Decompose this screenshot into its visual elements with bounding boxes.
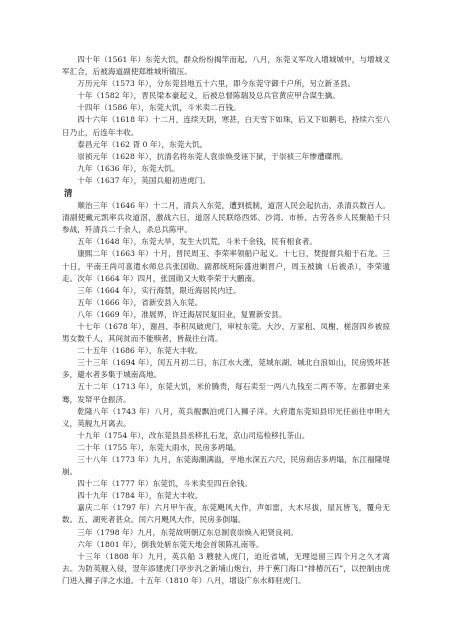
chronicle-entry: 十年（1582 年），晋民梁本豪起义，后被总督陈瑞及总兵官黄应甲合谋生擒。 (77, 91, 340, 101)
chronicle-entry: 五年（1666 年），省新安县入东莞。 (77, 297, 203, 307)
chronicle-entry: 十九年（1754 年），改东莞县县丞移扎石龙，京山司巡检移扎茶山。 (77, 430, 310, 440)
chronicle-entry: 十四年（1586 年），东莞大饥，斗米卖二百钱。 (77, 103, 241, 113)
chronicle-entry: 四十六年（1618 年）十二月，连续天阴，寒甚，白天雪下如珠，后又下如鹅毛，持续六至八日乃止，后连年丰收。 (62, 115, 390, 137)
chronicle-entry: 万历元年（1573 年），分东莞县地五十六里，即今东莞守御千户所，另立新圣县。 (77, 79, 356, 89)
chronicle-entry: 二十五年（1686 年），东莞大丰收。 (77, 346, 203, 356)
chronicle-entry: 三年（1798 年）九月，东莞故明朝辽东总制袁崇焕入祀贤良祠。 (77, 527, 298, 537)
chronicle-entry: 顺治三年（1646 年）十二月，清兵入东莞，遭到抵制，道滘人民会起抗击，杀清兵数百人。清副使戴元凯率兵攻道滘，激战六日，道滘人民联络西郊、沙湾、市桥、古劳各乡人民聚船千只参战，歼清兵二千余人，杀总兵陈甲。 (62, 201, 390, 235)
chronicle-entry: 四十九年（1784 年），东莞大丰收。 (77, 491, 203, 501)
chronicle-entry: 崇祯元年（1628 年），抗清名将东莞人袁崇焕受诬下狱，于崇祯三年惨遭磔刑。 (77, 151, 348, 161)
chronicle-entry: 四十二年（1777 年）东莞饥，斗米卖至四百余钱。 (77, 479, 253, 489)
chronicle-entry: 九年（1636 年），东莞大饥。 (77, 163, 180, 173)
chronicle-entry: 五年（1648 年），东莞大旱，发生大饥荒，斗米千余钱，民有相食者。 (77, 237, 318, 247)
chronicle-entry: 泰昌元年（162 胥 0 年），东莞大饥。 (77, 139, 208, 149)
ming-section (62, 54, 390, 187)
chronicle-entry: 八年（1669 年），准展界，许迁海居民复旧业，复置新安县。 (77, 309, 287, 319)
chronicle-entry: 十三年（1808 年）九月，英兵船 3 艘驶入虎门，迫近省城，无理逗留三四个月之久才离去。为防英舰入侵，翌年添建虎门亭步汎之新埔山炮台，并于蕉门海口“排椿沉石”，以控制由虎门进入狮子洋之水道。十五年（1810 年）八月，增设广东水师驻虎门。 (62, 551, 390, 585)
section-heading-qing: 清 (64, 188, 73, 199)
chronicle-entry: 嘉庆二年（1797 年）六月甲午夜，东莞飓风大作，声如雷，大木尽拔，屋瓦皆飞，覆舟无数。五、湖死者甚众。闰六月飓风大作，民房多倒塌。 (62, 503, 390, 525)
chronicle-entry: 十七年（1678 年），谢昌、李积凤破虎门，审杖东莞。大沙、万家租、凤榭、槎滘四乡被掠男女数千人，其间贫而不能赎者，皆裁往台湾。 (62, 321, 390, 344)
chronicle-entry: 三十三年（1694 年），闰五月初二日，东江水大涨，莞城东湖、城北白浪如山，民房毁坏甚多，避水者多集于城南高地。 (62, 358, 390, 380)
chronicle-entry: 三年（1664 年），实行海禁，限近海居民内迁。 (77, 285, 241, 295)
chronicle-entry: 四十年（1561 年）东莞大饥，群众纷纷揭竿而起。八月，东莞义军攻入增城城中，与增城义军汇合，后被海道副使郑维城所镇压。 (62, 55, 390, 77)
chronicle-entry: 二十年（1755 年），东莞大雨水，民房多坍塌。 (77, 442, 241, 452)
chronicle-entry: 三十八年（1773 年）九月，东莞海潮满溢，平地水深五六尺，民房商店多坍塌，东江福隆堤崩。 (62, 455, 390, 477)
chronicle-entry: 十年（1637 年），英国兵船初进虎门。 (77, 175, 211, 185)
chronicle-entry: 乾隆八年（1743 年）八月，英兵舰飘泊虎门入狮子洋。大府遣东莞知县印光任前往申明大义，英舰九月离去。 (62, 406, 390, 428)
chronicle-entry: 康熙二年（1663 年）十月，晋民周玉、李荣率领船户起义。十七日，焚提督兵船于石龙。三十日，平南王尚可喜遣水师总兵张国勋、副都统班际盛进剿晋户，周玉被擒（后被杀），李荣遁走。次年（1664 年）四月，张国勋又大败李荣于大鹏南。 (62, 249, 390, 283)
qing-section (62, 200, 390, 587)
chronicle-entry: 六年（1801 年），倒我处斩东莞天地会首领陈礼南等。 (77, 539, 264, 549)
chronicle-entry: 五十二年（1713 年），东莞大饥，米价腾贵，每石卖至一两八九钱至二两不等。左都御史来骞，发帑平仓振济。 (62, 382, 390, 404)
